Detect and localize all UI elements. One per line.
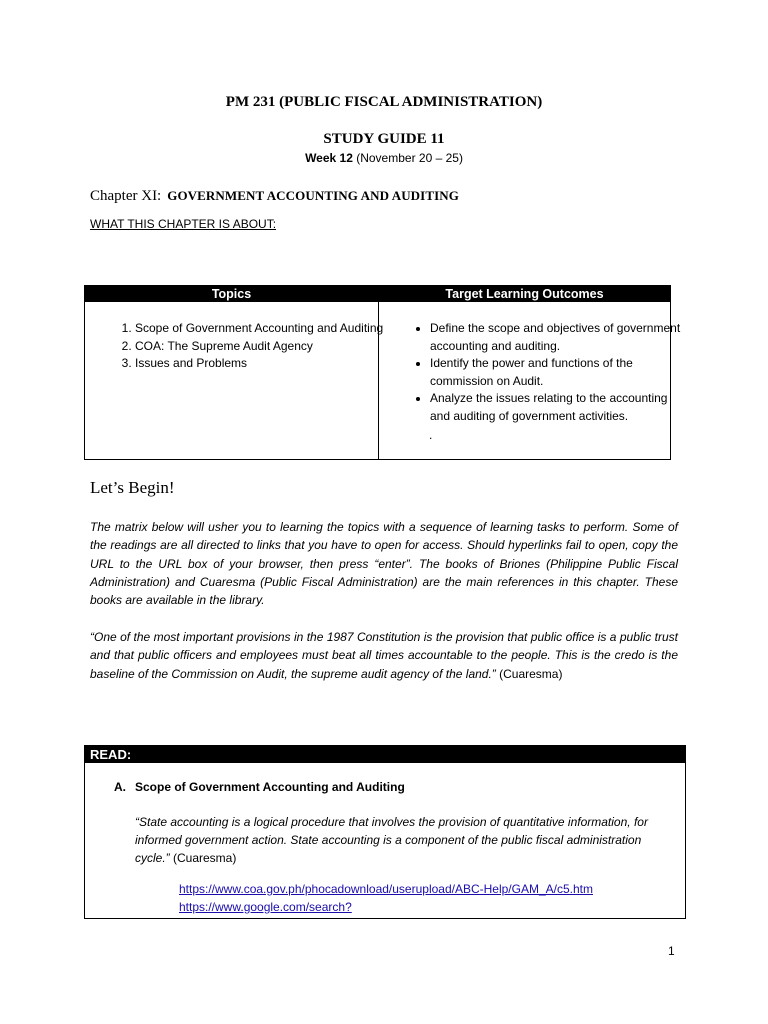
page-number: 1 [668,944,675,958]
intro-paragraph: The matrix below will usher you to learning the topics with a sequence of learning tasks to perform. Some of the readings are all directed to links that you have to open for access. Should hyperlinks fail to open, copy the URL to the URL box of your browser, then press “enter”. The books of Briones (Philippine Public Fiscal Administration) and Cuaresma (Public Fiscal Administration) are the main references in this chapter. These books are available in the library. [90,520,678,608]
coa-link[interactable]: https://www.coa.gov.ph/phocadownload/userupload/ABC-Help/GAM_A/c5.htm [179,882,593,896]
study-guide-title: STUDY GUIDE 11 [323,131,445,147]
google-search-link[interactable]: https://www.google.com/search? [179,900,352,914]
chapter-heading [90,188,459,205]
read-item-marker: A. [114,780,126,794]
table-divider [378,286,379,459]
outcomes-list [403,320,685,425]
week-label: Week 12 [305,151,353,165]
week-dates: (November 20 – 25) [356,151,463,165]
outcomes-header: Target Learning Outcomes [379,286,670,302]
read-header: READ: [85,746,685,763]
read-item-title [114,780,405,794]
lets-begin-heading: Let’s Begin! [90,478,175,497]
outcome-item: • Identify the power and functions of the commission on Audit. [430,355,685,390]
topic-item: 1. Scope of Government Accounting and Auditing [135,320,395,338]
week-line [0,151,768,165]
trailing-mark: . [429,428,433,442]
read-quote [135,813,670,867]
topics-outcomes-table [84,285,681,460]
read-quote-citation: (Cuaresma) [169,851,237,865]
read-section [84,745,686,919]
chapter-number: Chapter XI: [90,188,162,204]
topics-list [105,320,395,373]
topics-header: Topics [85,286,378,302]
chapter-about-label: WHAT THIS CHAPTER IS ABOUT: [90,217,277,231]
outcome-item: • Analyze the issues relating to the accounting and auditing of government activities. [430,390,685,425]
chapter-title: GOVERNMENT ACCOUNTING AND AUDITING [167,188,459,203]
course-title: PM 231 (PUBLIC FISCAL ADMINISTRATION) [225,94,543,110]
outcome-item: • Define the scope and objectives of government accounting and auditing. [430,320,685,355]
quote-text: “One of the most important provisions in the 1987 Constitution is the provision that public office is a public trust and that public officers and employees must beat all times accountable to the people. This is the credo is the baseline of the Commission on Audit, the supreme audit agency of the land.” [90,630,678,681]
constitution-quote [90,628,678,683]
quote-citation: (Cuaresma) [495,666,563,681]
topic-item: 3. Issues and Problems [135,355,395,373]
read-item-text: Scope of Government Accounting and Auditing [135,780,405,794]
read-quote-text: “State accounting is a logical procedure that involves the provision of quantitative information, for informed government action. State accounting is a component of the public fiscal administration cycle.” [135,815,648,865]
topic-item: 2. COA: The Supreme Audit Agency [135,338,395,356]
